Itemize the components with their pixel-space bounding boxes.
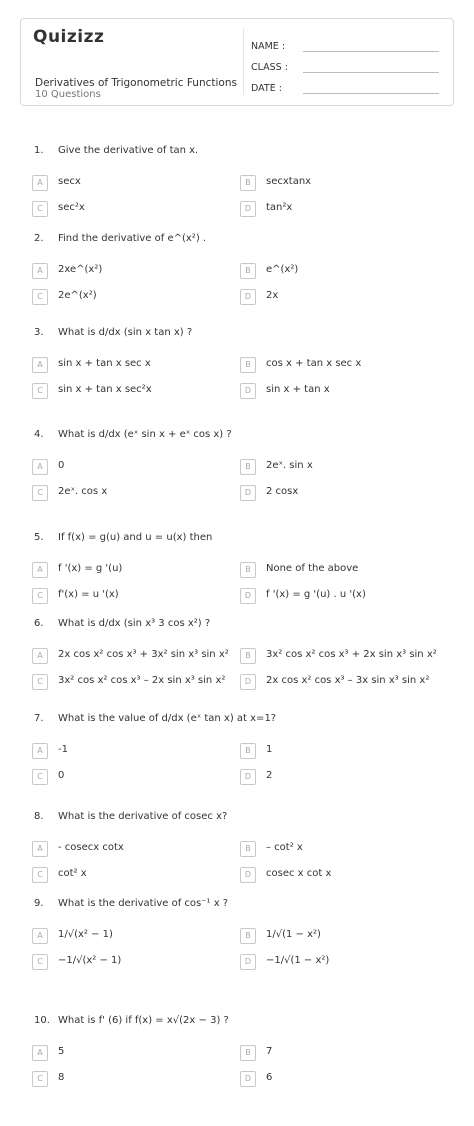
option-letter-box[interactable]: B <box>240 841 256 857</box>
option-text: 3x² cos x² cos x³ – 2x sin x³ sin x² <box>58 675 226 686</box>
option-text: None of the above <box>266 563 359 574</box>
option-letter-box[interactable]: D <box>240 201 256 217</box>
option-text: −1/√(1 − x²) <box>266 955 330 966</box>
question-text: What is f' (6) if f(x) = x√(2x − 3) ? <box>58 1015 229 1026</box>
option-letter-box[interactable]: A <box>32 175 48 191</box>
option-text: tan²x <box>266 202 293 213</box>
class-label: CLASS : <box>251 62 288 73</box>
question-text: What is d/dx (eˣ sin x + eˣ cos x) ? <box>58 429 232 440</box>
option-text: secx <box>58 176 81 187</box>
option-letter-box[interactable]: A <box>32 357 48 373</box>
option-text: sin x + tan x sec x <box>58 358 151 369</box>
option-letter-box[interactable]: A <box>32 743 48 759</box>
option-letter-box[interactable]: B <box>240 648 256 664</box>
option-text: e^(x²) <box>266 264 299 275</box>
option-letter-box[interactable]: D <box>240 383 256 399</box>
option-text: 0 <box>58 770 65 781</box>
option-text: 8 <box>58 1072 65 1083</box>
option-letter-box[interactable]: C <box>32 769 48 785</box>
date-label: DATE : <box>251 83 282 94</box>
option-letter-box[interactable]: A <box>32 263 48 279</box>
question-text: What is d/dx (sin x tan x) ? <box>58 327 193 338</box>
question-number: 3. <box>34 327 44 338</box>
question-text: What is the value of d/dx (eˣ tan x) at x=1? <box>58 713 277 724</box>
option-letter-box[interactable]: C <box>32 383 48 399</box>
worksheet-header <box>20 18 454 106</box>
option-letter-box[interactable]: C <box>32 867 48 883</box>
option-letter-box[interactable]: C <box>32 954 48 970</box>
question-number: 2. <box>34 233 44 244</box>
option-letter-box[interactable]: B <box>240 459 256 475</box>
option-text: 2 cosx <box>266 486 299 497</box>
question-text: What is the derivative of cosec x? <box>58 811 228 822</box>
quizizz-logo: Quizizz <box>33 27 105 47</box>
option-letter-box[interactable]: B <box>240 175 256 191</box>
option-text: f'(x) = u '(x) <box>58 589 119 600</box>
question-text: Give the derivative of tan x. <box>58 145 199 156</box>
option-letter-box[interactable]: C <box>32 201 48 217</box>
option-letter-box[interactable]: C <box>32 1071 48 1087</box>
option-text: - cosecx cotx <box>58 842 124 853</box>
question-text: What is the derivative of cos⁻¹ x ? <box>58 898 229 909</box>
date-line[interactable] <box>303 93 439 94</box>
question-text: Find the derivative of e^(x²) . <box>58 233 207 244</box>
worksheet <box>20 18 454 1083</box>
name-label: NAME : <box>251 41 286 52</box>
option-text: cos x + tan x sec x <box>266 358 362 369</box>
option-text: −1/√(x² − 1) <box>58 955 122 966</box>
question-number: 7. <box>34 713 44 724</box>
option-letter-box[interactable]: D <box>240 1071 256 1087</box>
option-letter-box[interactable]: C <box>32 674 48 690</box>
name-line[interactable] <box>303 51 439 52</box>
option-letter-box[interactable]: A <box>32 562 48 578</box>
option-letter-box[interactable]: B <box>240 357 256 373</box>
option-text: 1 <box>266 744 273 755</box>
option-letter-box[interactable]: B <box>240 562 256 578</box>
option-letter-box[interactable]: B <box>240 1045 256 1061</box>
option-text: sin x + tan x sec²x <box>58 384 152 395</box>
option-text: 2eˣ. cos x <box>58 486 108 497</box>
worksheet-title: Derivatives of Trigonometric Functions <box>35 77 237 89</box>
option-text: 3x² cos x² cos x³ + 2x sin x³ sin x² <box>266 649 437 660</box>
option-text: sec²x <box>58 202 85 213</box>
option-text: 2xe^(x²) <box>58 264 103 275</box>
option-letter-box[interactable]: D <box>240 954 256 970</box>
name-field[interactable] <box>251 41 285 52</box>
option-text: sin x + tan x <box>266 384 330 395</box>
option-letter-box[interactable]: B <box>240 743 256 759</box>
question-number: 4. <box>34 429 44 440</box>
question-number: 6. <box>34 618 44 629</box>
question-number: 5. <box>34 532 44 543</box>
option-letter-box[interactable]: A <box>32 648 48 664</box>
option-text: 7 <box>266 1046 273 1057</box>
option-text: cosec x cot x <box>266 868 332 879</box>
option-text: 2e^(x²) <box>58 290 97 301</box>
option-letter-box[interactable]: A <box>32 1045 48 1061</box>
option-text: secxtanx <box>266 176 312 187</box>
option-letter-box[interactable]: D <box>240 289 256 305</box>
option-text: f '(x) = g '(u) . u '(x) <box>266 589 366 600</box>
option-letter-box[interactable]: C <box>32 289 48 305</box>
option-letter-box[interactable]: D <box>240 674 256 690</box>
option-text: 2eˣ. sin x <box>266 460 313 471</box>
question-number: 1. <box>34 145 44 156</box>
option-text: f '(x) = g '(u) <box>58 563 123 574</box>
question-number: 9. <box>34 898 44 909</box>
option-letter-box[interactable]: B <box>240 928 256 944</box>
option-text: 0 <box>58 460 65 471</box>
option-letter-box[interactable]: B <box>240 263 256 279</box>
question-text: What is d/dx (sin x³ 3 cos x²) ? <box>58 618 211 629</box>
option-text: 6 <box>266 1072 273 1083</box>
option-letter-box[interactable]: D <box>240 769 256 785</box>
option-letter-box[interactable]: D <box>240 485 256 501</box>
question-number: 8. <box>34 811 44 822</box>
question-number: 10. <box>34 1015 50 1026</box>
option-text: 2 <box>266 770 273 781</box>
option-text: 2x cos x² cos x³ + 3x² sin x³ sin x² <box>58 649 229 660</box>
option-text: 2x cos x² cos x³ – 3x sin x³ sin x² <box>266 675 430 686</box>
option-letter-box[interactable]: A <box>32 459 48 475</box>
option-letter-box[interactable]: D <box>240 867 256 883</box>
option-text: 5 <box>58 1046 65 1057</box>
option-letter-box[interactable]: A <box>32 928 48 944</box>
option-text: -1 <box>58 744 68 755</box>
option-letter-box[interactable]: A <box>32 841 48 857</box>
option-text: – cot² x <box>266 842 303 853</box>
option-text: 1/√(1 − x²) <box>266 929 321 940</box>
option-text: cot² x <box>58 868 87 879</box>
option-letter-box[interactable]: C <box>32 588 48 604</box>
option-letter-box[interactable]: C <box>32 485 48 501</box>
option-text: 1/√(x² − 1) <box>58 929 113 940</box>
option-text: 2x <box>266 290 279 301</box>
question-text: If f(x) = g(u) and u = u(x) then <box>58 532 213 543</box>
class-field[interactable] <box>251 62 288 73</box>
header-divider <box>243 29 244 95</box>
class-line[interactable] <box>303 72 439 73</box>
question-count: 10 Questions <box>35 89 101 100</box>
option-letter-box[interactable]: D <box>240 588 256 604</box>
date-field[interactable] <box>251 83 282 94</box>
